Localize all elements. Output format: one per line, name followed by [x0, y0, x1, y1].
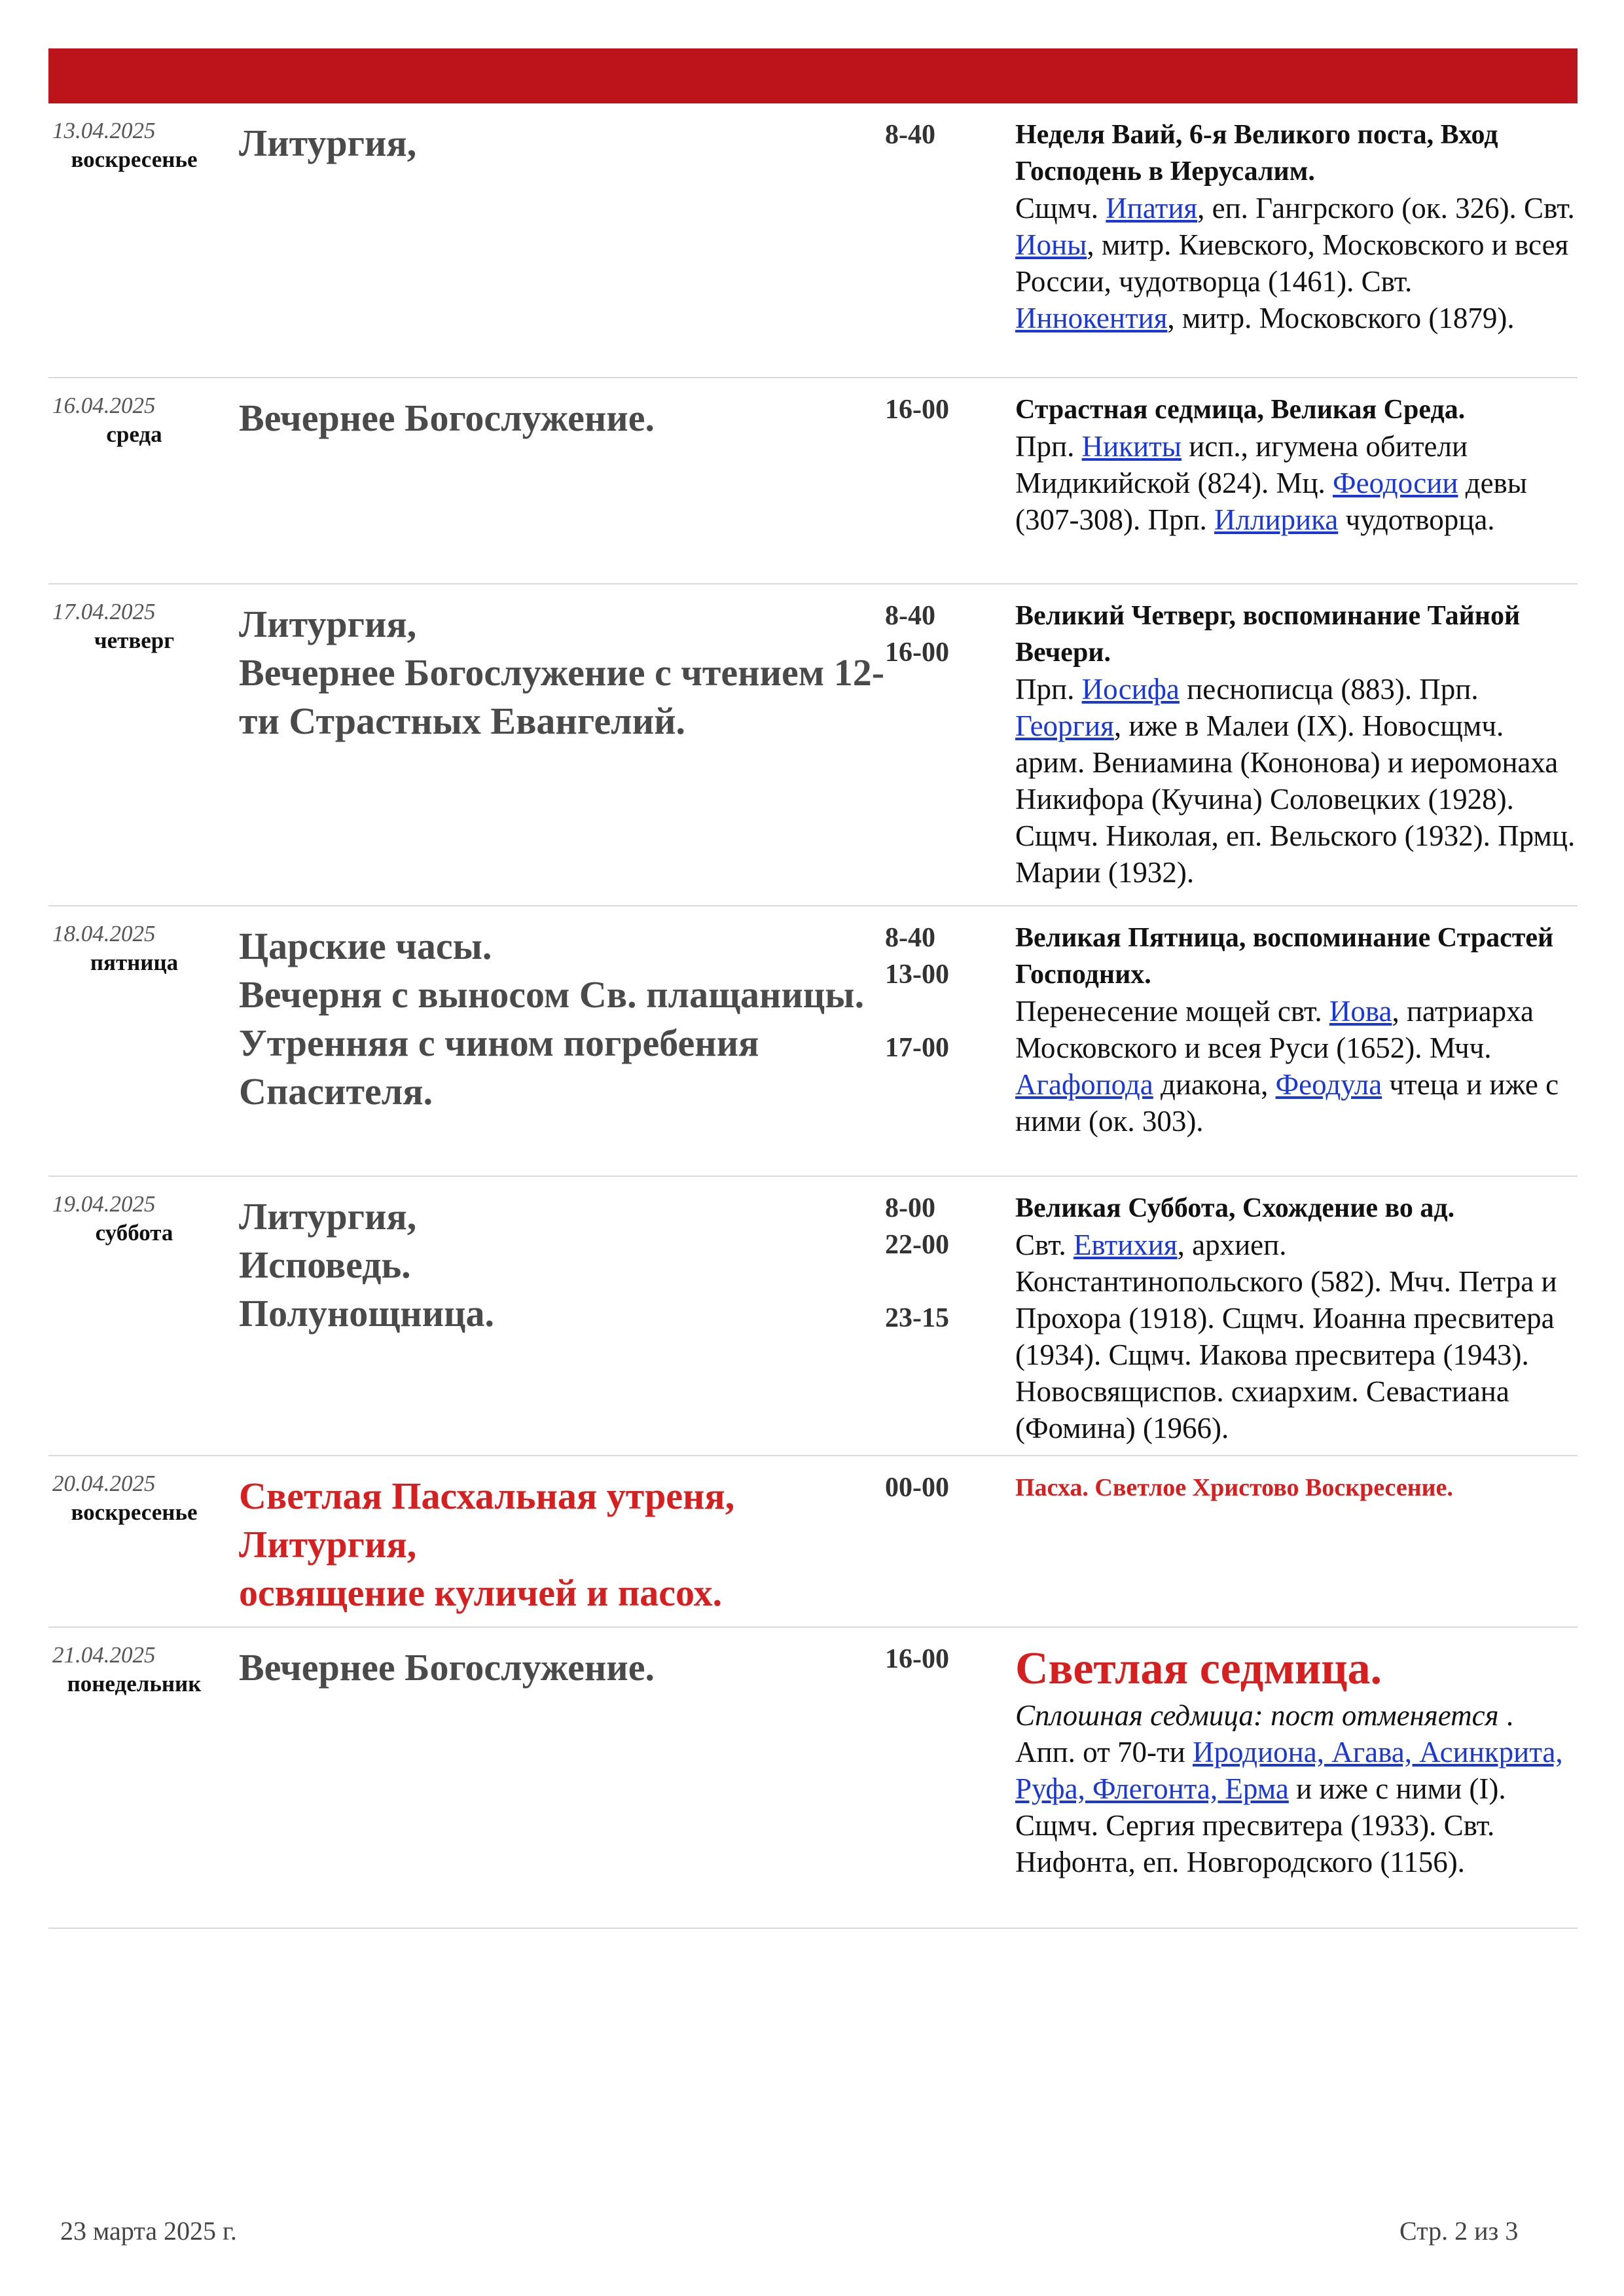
service-cell: [239, 906, 885, 1175]
schedule-table: [48, 103, 1578, 1929]
service-time: 8-00: [885, 1193, 935, 1223]
text: Перенесение мощей свт.: [1015, 995, 1329, 1028]
date-cell: [48, 1177, 239, 1458]
italic-note: Сплошная седмица: пост отменяется: [1015, 1699, 1499, 1732]
feast-title: Великая Суббота, Схождение во ад.: [1015, 1193, 1455, 1223]
feast-title: Неделя Ваий, 6-я Великого поста, Вход Господень в Иерусалим.: [1015, 120, 1498, 187]
weekday: понедельник: [67, 1671, 202, 1696]
service-time: 16-00: [885, 637, 949, 668]
service-time: 17-00: [885, 1033, 949, 1063]
text: , патриарха Московского и всея Руси (1652). Мчч.: [1015, 995, 1534, 1064]
saint-link[interactable]: Евтихия: [1073, 1229, 1178, 1261]
saint-link[interactable]: Никиты: [1081, 430, 1182, 463]
service-name: Вечернее Богослужение.: [239, 1646, 655, 1689]
service-cell: [239, 1456, 885, 1629]
date: 21.04.2025: [52, 1642, 156, 1668]
saints-text: [1015, 1227, 1578, 1446]
service-name: Царские часы.: [239, 925, 492, 967]
date-cell: [48, 1628, 239, 1928]
date-cell: [48, 906, 239, 1175]
service-cell: [239, 584, 885, 905]
time-cell: [885, 378, 1015, 583]
service-time: 8-40: [885, 601, 935, 631]
description-cell: [1015, 1456, 1578, 1629]
date: 17.04.2025: [52, 599, 156, 624]
service-name: Полунощница.: [239, 1292, 495, 1335]
service-time: 00-00: [885, 1473, 949, 1503]
weekday: четверг: [94, 628, 175, 653]
table-row: [48, 584, 1578, 906]
date: 18.04.2025: [52, 921, 156, 946]
saint-link[interactable]: Георгия: [1015, 709, 1114, 742]
service-time: 8-40: [885, 120, 935, 150]
service-name: Вечернее Богослужение с чтением 12-ти Страстных Евангелий.: [239, 651, 885, 742]
description-cell: [1015, 584, 1578, 905]
time-cell: [885, 584, 1015, 905]
description-cell: [1015, 1177, 1578, 1458]
text: , иже в Малеи (IX). Новосщмч. арим. Вениамина (Кононова) и иеромонаха Никифора (Кучина) Соловецких (1928). Сщмч. Николая, еп. Вельского (1932). Прмц. Марии (1932).: [1015, 709, 1576, 889]
text: , митр. Московского (1879).: [1167, 302, 1515, 334]
saints-text: [1015, 993, 1578, 1139]
text: . Апп. от 70-ти: [1015, 1699, 1514, 1768]
text: диакона,: [1153, 1068, 1276, 1101]
service-name: Вечернее Богослужение.: [239, 397, 655, 439]
saint-link[interactable]: Иосифа: [1081, 673, 1180, 706]
service-time: 16-00: [885, 395, 949, 425]
text: девы (307-308). Прп.: [1015, 467, 1528, 536]
date: 20.04.2025: [52, 1471, 156, 1496]
service-name: Утренняя с чином погребения Спасителя.: [239, 1022, 759, 1113]
service-time: 16-00: [885, 1644, 949, 1674]
service-name: Исповедь.: [239, 1244, 411, 1286]
date-cell: [48, 103, 239, 377]
table-row: [48, 1177, 1578, 1456]
service-name: Вечерня с выносом Св. плащаницы.: [239, 973, 865, 1016]
text: песнописца (883). Прп.: [1179, 673, 1479, 706]
saint-link[interactable]: Ионы: [1015, 228, 1087, 261]
table-row: [48, 906, 1578, 1177]
table-row: [48, 1456, 1578, 1628]
feast-title: Страстная седмица, Великая Среда.: [1015, 395, 1466, 425]
date-cell: [48, 584, 239, 905]
text: , митр. Киевского, Московского и всея России, чудотворца (1461). Свт.: [1015, 228, 1569, 298]
saint-link[interactable]: Агафопода: [1015, 1068, 1153, 1101]
date: 19.04.2025: [52, 1191, 156, 1217]
saints-text: [1015, 1697, 1578, 1880]
footer-date: 23 марта 2025 г.: [60, 2216, 237, 2246]
feast-title: Великий Четверг, воспоминание Тайной Вечери.: [1015, 601, 1521, 668]
service-cell: [239, 103, 885, 377]
weekday: воскресенье: [71, 1499, 198, 1525]
table-row: [48, 378, 1578, 584]
table-row: [48, 103, 1578, 378]
service-time: 23-15: [885, 1303, 949, 1333]
saint-link[interactable]: Иллирика: [1214, 503, 1339, 536]
description-cell: [1015, 906, 1578, 1175]
feast-title: Пасха. Светлое Христово Воскресение.: [1015, 1474, 1453, 1501]
saint-link[interactable]: Феодосии: [1333, 467, 1458, 499]
service-name: Литургия,: [239, 603, 417, 645]
description-cell: [1015, 1628, 1578, 1928]
service-name: Литургия,: [239, 1523, 417, 1566]
time-cell: [885, 906, 1015, 1175]
date: 13.04.2025: [52, 118, 156, 143]
saint-link[interactable]: Ипатия: [1106, 192, 1198, 224]
date: 16.04.2025: [52, 393, 156, 418]
text: исп., игумена обители Мидикийской (824). Мц.: [1015, 430, 1468, 499]
header-bar: [48, 48, 1578, 103]
saints-text: [1015, 671, 1578, 891]
feast-title: Великая Пятница, воспоминание Страстей Господних.: [1015, 923, 1554, 990]
weekday: пятница: [90, 950, 179, 975]
weekday: суббота: [95, 1220, 173, 1246]
description-cell: [1015, 378, 1578, 583]
text: Свт.: [1015, 1229, 1074, 1261]
text: , архиеп. Константинопольского (582). Мчч. Петра и Прохора (1918). Сщмч. Иоанна пресвитера (1934). Сщмч. Иакова пресвитера (1943). Новосвящиспов. схиархим. Севастиана (Фомина) (1966).: [1015, 1229, 1557, 1444]
date-cell: [48, 1456, 239, 1629]
service-time: 13-00: [885, 960, 949, 990]
time-cell: [885, 1628, 1015, 1928]
text: , еп. Гангрского (ок. 326). Свт.: [1197, 192, 1575, 224]
weekday: воскресенье: [71, 147, 198, 172]
saint-link[interactable]: Феодула: [1275, 1068, 1382, 1101]
description-cell: [1015, 103, 1578, 377]
service-cell: [239, 1628, 885, 1928]
saint-link[interactable]: Иннокентия: [1015, 302, 1168, 334]
service-time: 8-40: [885, 923, 935, 953]
date-cell: [48, 378, 239, 583]
service-name: Литургия,: [239, 1195, 417, 1238]
time-cell: [885, 1177, 1015, 1458]
saint-link[interactable]: Иродиона, Агава, Асинкрита, Руфа, Флегонта, Ерма: [1015, 1736, 1563, 1805]
time-cell: [885, 103, 1015, 377]
saints-text: [1015, 190, 1578, 336]
service-name: Светлая Пасхальная утреня,: [239, 1475, 735, 1517]
text: Прп.: [1015, 673, 1082, 706]
time-cell: [885, 1456, 1015, 1629]
service-name: Литургия,: [239, 122, 417, 164]
weekday: среда: [106, 422, 162, 447]
text: Прп.: [1015, 430, 1082, 463]
service-time: 22-00: [885, 1230, 949, 1260]
service-cell: [239, 1177, 885, 1458]
saint-link[interactable]: Иова: [1329, 995, 1392, 1028]
text: чудотворца.: [1338, 503, 1495, 536]
text: и иже с ними (I). Сщмч. Сергия пресвитера (1933). Свт. Нифонта, еп. Новгородского (1156).: [1015, 1772, 1506, 1878]
text: Сщмч.: [1015, 192, 1106, 224]
page-number: Стр. 2 из 3: [1399, 2216, 1519, 2246]
text: чтеца и иже с ними (ок. 303).: [1015, 1068, 1559, 1138]
table-row: [48, 1628, 1578, 1929]
service-cell: [239, 378, 885, 583]
feast-title: Светлая седмица.: [1015, 1643, 1382, 1694]
saints-text: [1015, 428, 1578, 538]
service-name: освящение куличей и пасох.: [239, 1571, 723, 1614]
